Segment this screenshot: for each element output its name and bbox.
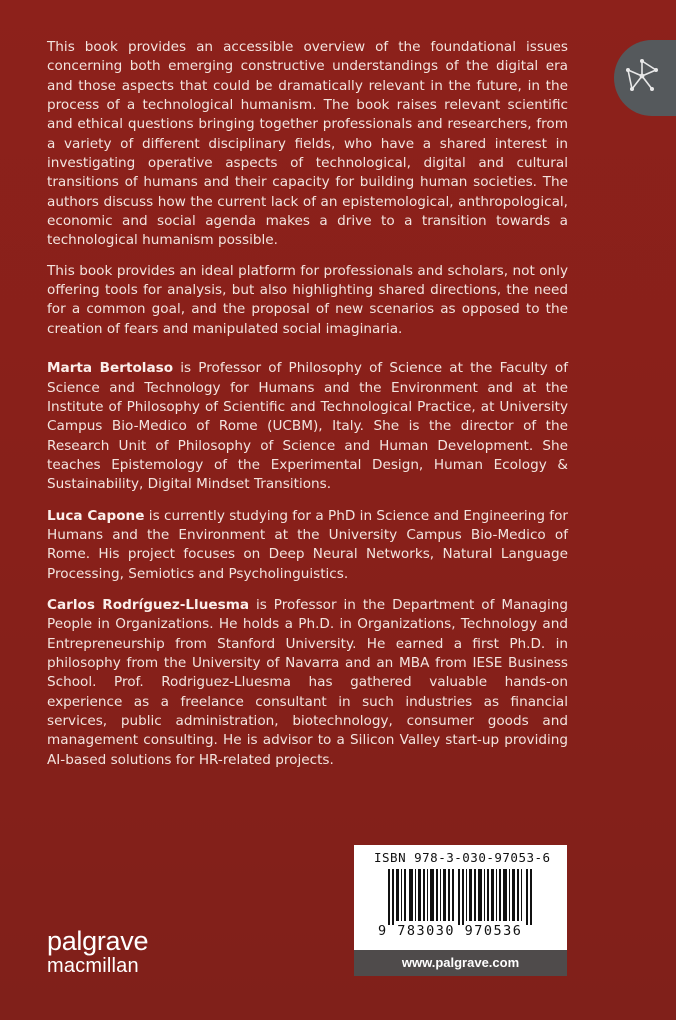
author-name: Luca Capone <box>47 507 145 524</box>
publisher-badge <box>614 40 676 116</box>
publisher-logo-line1: palgrave <box>47 926 149 956</box>
author-name: Marta Bertolaso <box>47 360 174 377</box>
publisher-logo-line2: macmillan <box>47 955 139 977</box>
network-star-icon <box>622 56 662 96</box>
blurb-paragraph-1: This book provides an accessible overview of the foundational issues concerning both emerging constructive understandings of the digital era and those aspects that could be dramatically relevant in the future, in the process of a technological humanism. The book raises relevant scientific and ethical questions bringing together professionals and researchers, from a variety of different disciplinary fields, who have a shared interest in investigating operative aspects of technological, digital and cultural transitions of humans and their capacity for building human societies. The authors discuss how the current lack of an epistemological, anthropological, economic and social agenda makes a drive to a transition towards a technological humanism possible. <box>47 39 568 249</box>
ean-digits: 9 783030 970536 <box>378 923 523 939</box>
author-name: Carlos Rodríguez-Lluesma <box>47 596 250 613</box>
blurb-paragraph-2: This book provides an ideal platform for professionals and scholars, not only offering tools for analysis, but also highlighting shared directions, the need for a common goal, and the proposal of new scenarios as opposed to the creation of fears and manipulated social imaginaria. <box>47 262 568 337</box>
author-bio <box>47 359 568 494</box>
author-bio-text: is Professor of Philosophy of Science at the Faculty of Science and Technology for Humans and the Environment and at the Institute of Philosophy of Scientific and Technological Practice, at University Campus Bio-Medico of Rome (UCBM), Italy. She is the director of the Research Unit of Philosophy of Science and Human Development. She teaches Epistemology of the Experimental Design, Human Ecology & Sustainability, Digital Mindset Transitions. <box>47 360 568 493</box>
back-cover-text <box>47 38 568 782</box>
barcode-bars <box>388 869 538 925</box>
isbn-text: ISBN 978-3-030-97053-6 <box>374 850 551 865</box>
author-bio <box>47 507 568 584</box>
barcode-panel <box>354 845 567 976</box>
publisher-logo <box>47 928 148 978</box>
author-bio-text: is Professor in the Department of Managing People in Organizations. He holds a Ph.D. in Organizations, Technology and Entrepreneurship from Stanford University. He earned a first Ph.D. in philosophy from the University of Navarra and an MBA from IESE Business School. Prof. Rodriguez-Lluesma has gathered valuable hands-on experience as a freelance consultant in such industries as financial services, public administration, biotechnology, consumer goods and management consulting. He is advisor to a Silicon Valley start-up providing AI-based solutions for HR-related projects. <box>47 596 569 768</box>
publisher-url: www.palgrave.com <box>354 950 567 976</box>
author-bio <box>47 596 568 770</box>
author-bio-text: is currently studying for a PhD in Science and Engineering for Humans and the Environment at the University Campus Bio-Medico of Rome. His project focuses on Deep Neural Networks, Natural Language Processing, Semiotics and Psycholinguistics. <box>47 507 568 582</box>
